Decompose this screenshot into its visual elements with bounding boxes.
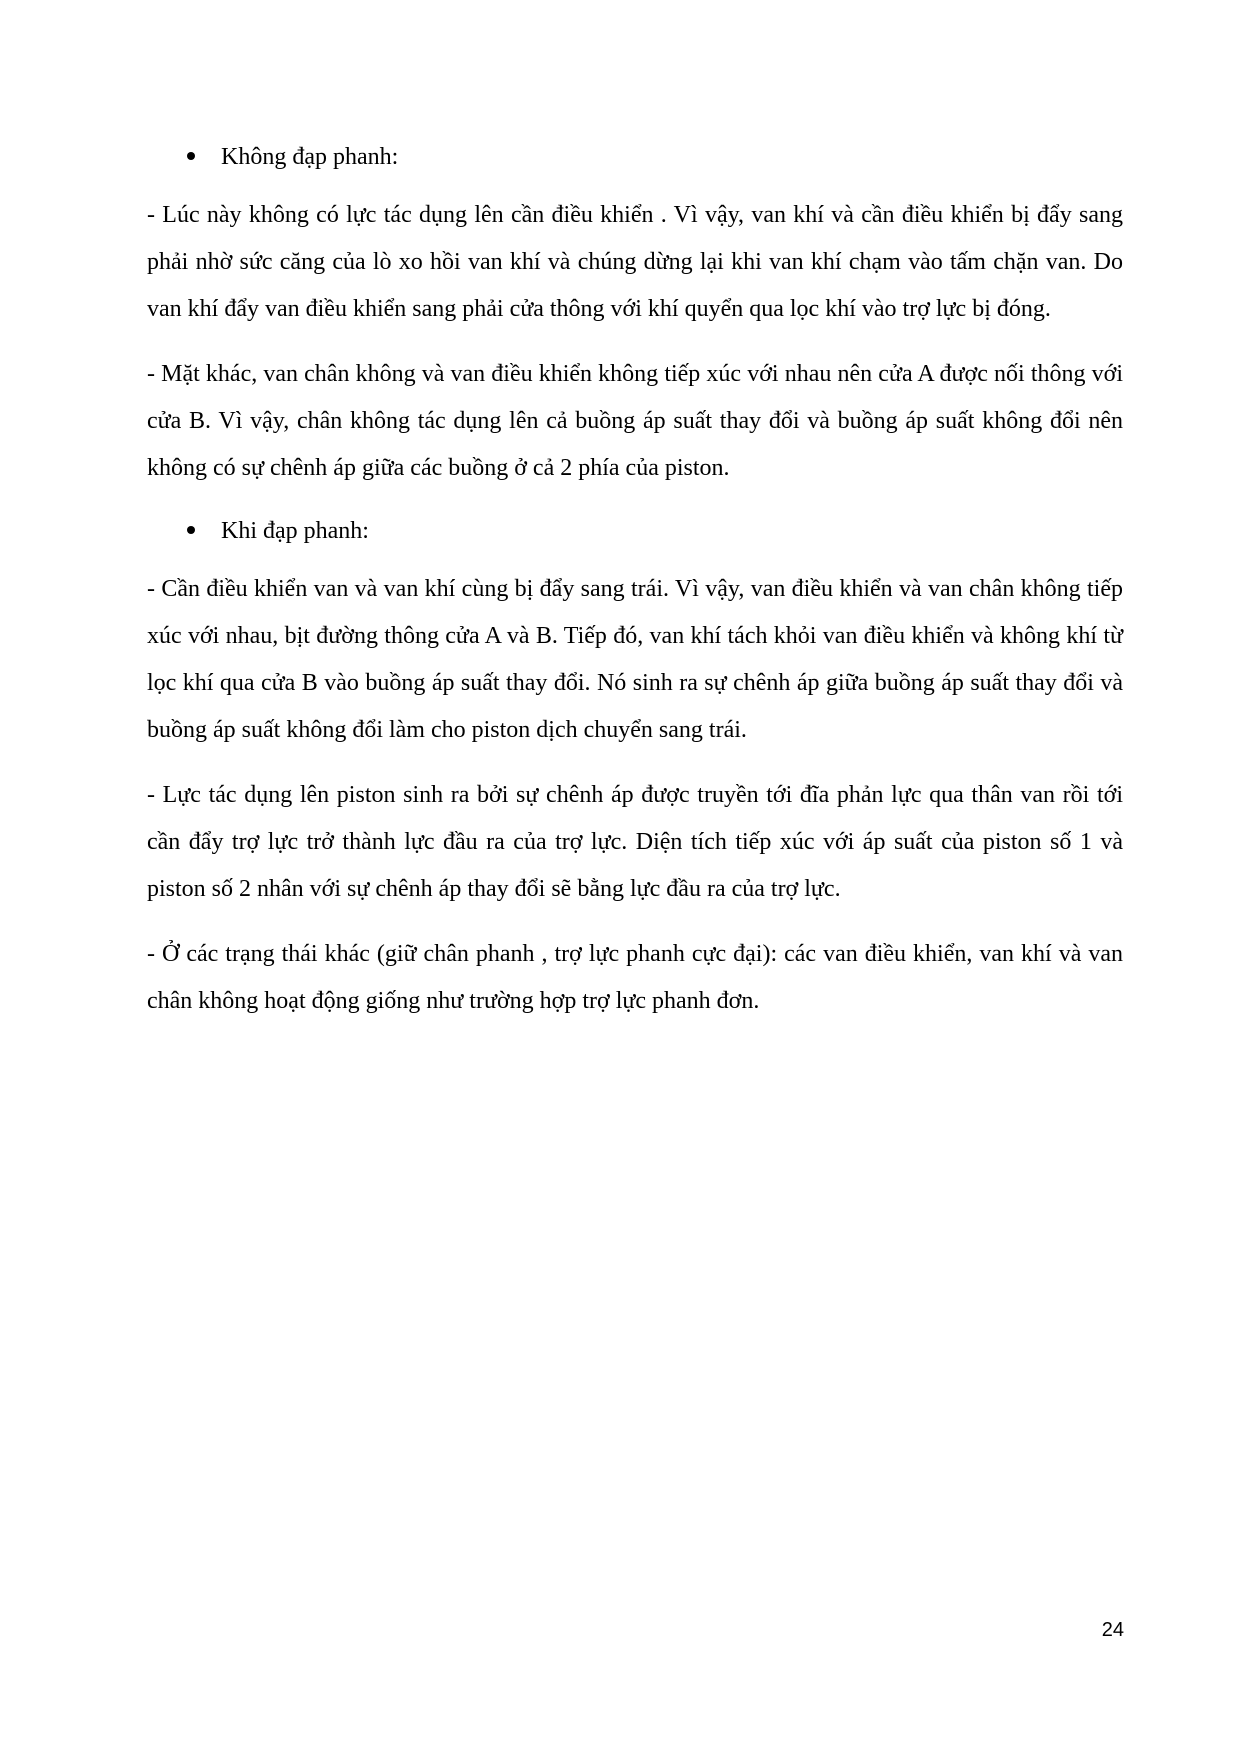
bullet-icon (187, 526, 195, 534)
paragraph: - Ở các trạng thái khác (giữ chân phanh , trợ lực phanh cực đại): các van điều khiển, van khí và van chân không hoạt động giống như trường hợp trợ lực phanh đơn. (147, 941, 1123, 1014)
section-heading (187, 142, 1123, 172)
paragraph: - Lúc này không có lực tác dụng lên cần điều khiển . Vì vậy, van khí và cần điều khiển bị đẩy sang phải nhờ sức căng của lò xo hồi van khí và chúng dừng lại khi van khí chạm vào tấm chặn van. Do van khí đẩy van điều khiển sang phải cửa thông với khí quyển qua lọc khí vào trợ lực bị đóng. (147, 202, 1123, 322)
bullet-icon (187, 152, 195, 160)
section-heading-text: Khi đạp phanh: (221, 518, 369, 544)
section-heading (187, 516, 1123, 546)
page-number: 24 (1101, 1619, 1124, 1641)
paragraph: - Mặt khác, van chân không và van điều khiển không tiếp xúc với nhau nên cửa A được nối thông với cửa B. Vì vậy, chân không tác dụng lên cả buồng áp suất thay đổi và buồng áp suất không đổi nên không có sự chênh áp giữa các buồng ở cả 2 phía của piston. (147, 361, 1123, 481)
paragraph: - Cần điều khiển van và van khí cùng bị đẩy sang trái. Vì vậy, van điều khiển và van chân không tiếp xúc với nhau, bịt đường thông cửa A và B. Tiếp đó, van khí tách khỏi van điều khiển và không khí từ lọc khí qua cửa B vào buồng áp suất thay đổi. Nó sinh ra sự chênh áp giữa buồng áp suất thay đổi và buồng áp suất không đổi làm cho piston dịch chuyển sang trái. (147, 576, 1123, 743)
page-content (147, 142, 1123, 1025)
paragraph: - Lực tác dụng lên piston sinh ra bởi sự chênh áp được truyền tới đĩa phản lực qua thân van rồi tới cần đẩy trợ lực trở thành lực đầu ra của trợ lực. Diện tích tiếp xúc với áp suất của piston số 1 và piston số 2 nhân với sự chênh áp thay đổi sẽ bằng lực đầu ra của trợ lực. (147, 782, 1123, 902)
section-heading-text: Không đạp phanh: (221, 144, 399, 170)
